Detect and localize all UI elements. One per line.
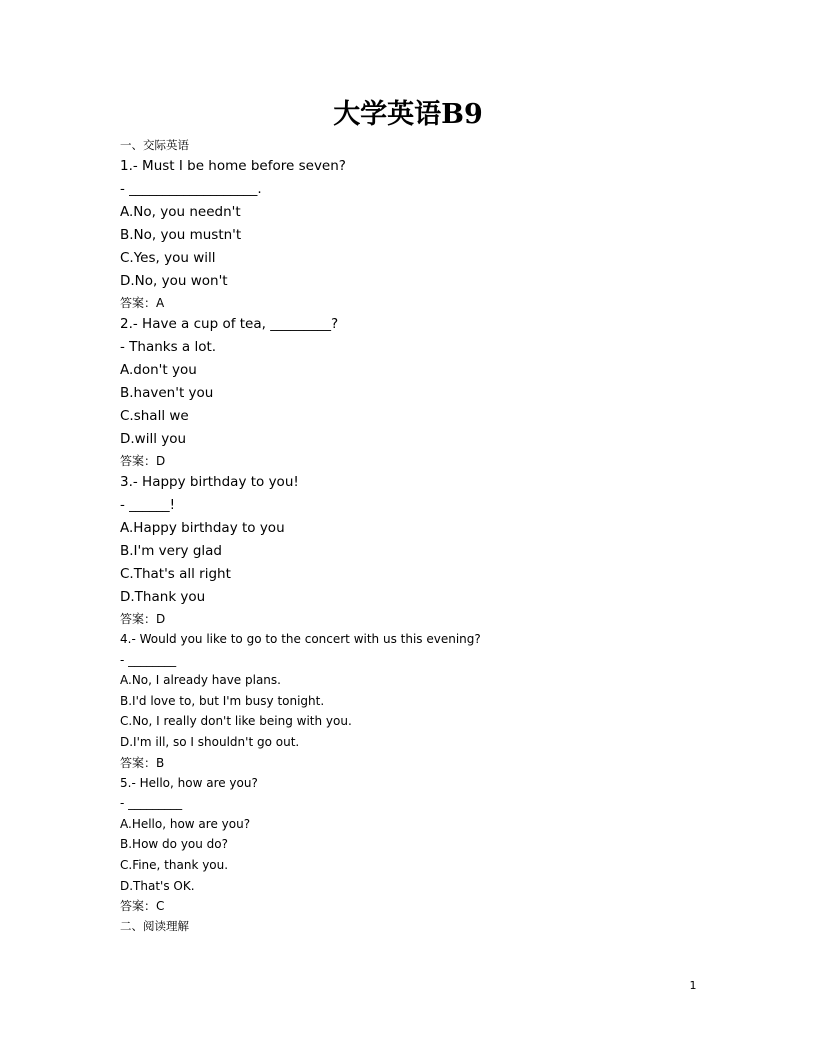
question-3	[120, 471, 700, 629]
option-b: B.haven't you	[120, 385, 214, 401]
question-4	[120, 629, 700, 773]
question-prompt: 4.- Would you like to go to the concert with us this evening?	[120, 632, 481, 646]
question-prompt: 3.- Happy birthday to you!	[120, 474, 299, 490]
section-heading-reading: 二、阅读理解	[120, 919, 189, 934]
option-c: C.Yes, you will	[120, 250, 216, 266]
option-d: D.Thank you	[120, 589, 206, 605]
option-a: A.No, I already have plans.	[120, 673, 281, 688]
answer-line: 答案：C	[120, 899, 165, 914]
answer-line: 答案：B	[120, 755, 165, 770]
question-5	[120, 773, 700, 917]
page-number: 1	[689, 979, 697, 992]
answer-line: 答案：D	[120, 612, 166, 626]
option-d: D.No, you won't	[120, 273, 228, 289]
question-prompt: 2.- Have a cup of tea, _________?	[120, 316, 339, 332]
question-prompt: 5.- Hello, how are you?	[120, 775, 258, 790]
answer-line: 答案：A	[120, 296, 165, 310]
question-reply: - _________	[120, 796, 183, 811]
option-a: A.don't you	[120, 362, 197, 378]
option-d: D.I'm ill, so I shouldn't go out.	[120, 734, 300, 749]
section-heading-communication: 一、交际英语	[120, 138, 189, 152]
question-2	[120, 313, 700, 471]
question-prompt: 1.- Must I be home before seven?	[120, 158, 346, 174]
option-a: A.Hello, how are you?	[120, 816, 251, 831]
option-b: B.No, you mustn't	[120, 227, 242, 243]
question-reply: - Thanks a lot.	[120, 339, 217, 355]
question-reply: - ________	[120, 652, 177, 667]
option-c: C.No, I really don't like being with you.	[120, 714, 352, 729]
document-body	[120, 135, 700, 936]
option-b: B.How do you do?	[120, 837, 229, 852]
option-d: D.That's OK.	[120, 878, 195, 893]
option-a: A.No, you needn't	[120, 204, 241, 220]
question-1	[120, 155, 700, 313]
option-c: C.shall we	[120, 408, 189, 424]
option-c: C.That's all right	[120, 566, 231, 582]
option-c: C.Fine, thank you.	[120, 857, 229, 872]
option-b: B.I'm very glad	[120, 543, 222, 559]
answer-line: 答案：D	[120, 454, 166, 468]
option-a: A.Happy birthday to you	[120, 520, 285, 536]
document-title: 大学英语B9	[333, 99, 483, 130]
option-b: B.I'd love to, but I'm busy tonight.	[120, 693, 325, 708]
option-d: D.will you	[120, 431, 187, 447]
question-reply: - ______!	[120, 497, 176, 513]
question-reply: - ___________________.	[120, 181, 262, 197]
